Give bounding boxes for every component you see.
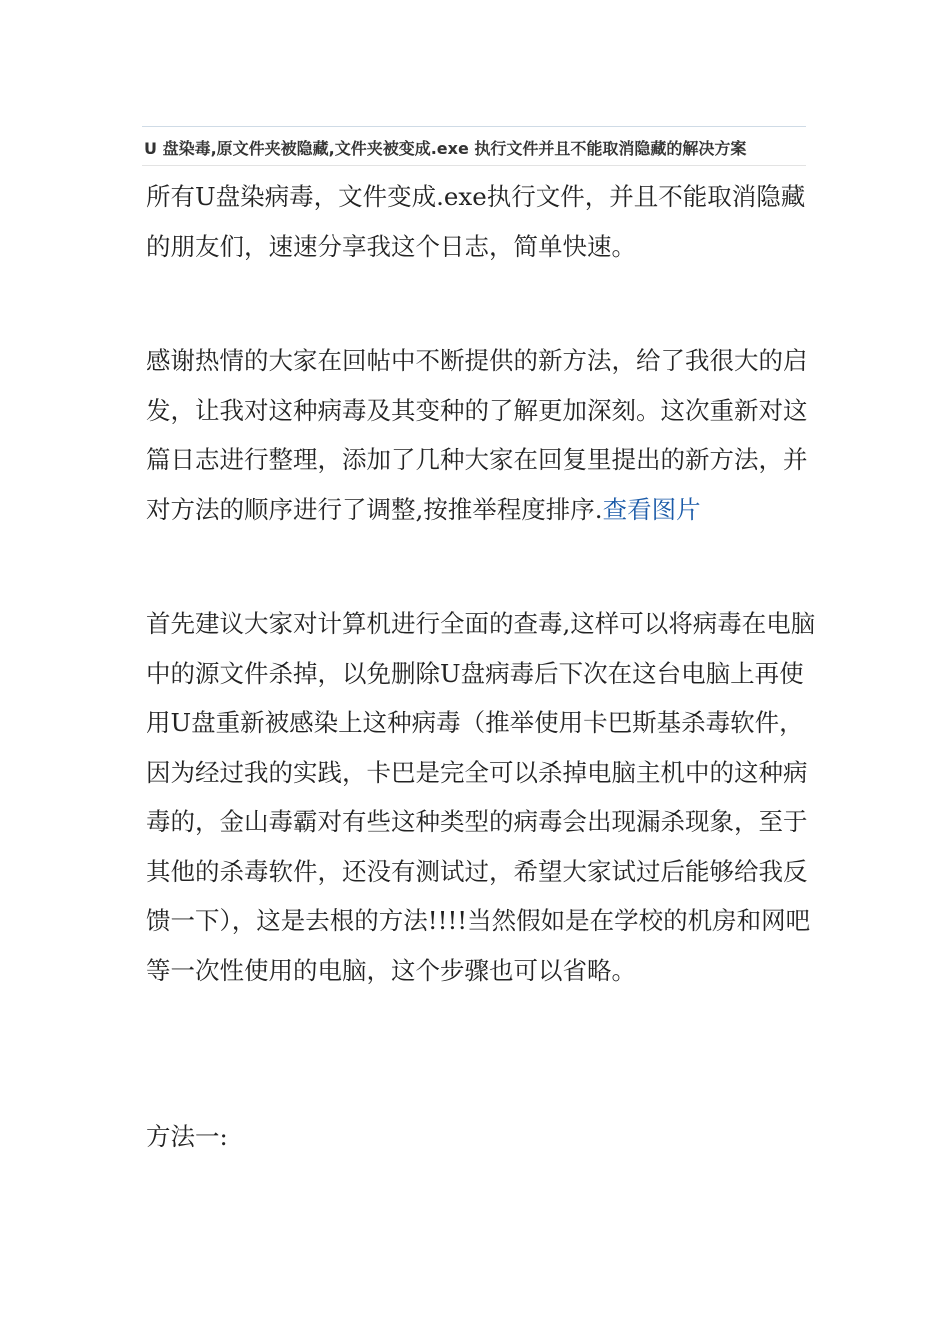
intro-paragraph: 所有U盘染病毒，文件变成.exe执行文件，并且不能取消隐藏的朋友们，速速分享我这个日志，简单快速。 xyxy=(146,182,806,261)
method-one-heading: 方法一: xyxy=(146,1122,228,1151)
thanks-paragraph-text: 感谢热情的大家在回帖中不断提供的新方法，给了我很大的启发，让我对这种病毒及其变种的了解更加深刻。这次重新对这篇日志进行整理，添加了几种大家在回复里提出的新方法，并对方法的顺序进行了调整,按推举程度排序. xyxy=(146,346,808,524)
title-bar xyxy=(142,126,806,166)
thanks-paragraph xyxy=(146,336,822,534)
document-title: U 盘染毒,原文件夹被隐藏,文件夹被变成.exe 执行文件并且不能取消隐藏的解决方案 xyxy=(144,139,747,158)
view-image-link[interactable]: 查看图片 xyxy=(602,494,701,524)
antivirus-paragraph: 首先建议大家对计算机进行全面的查毒,这样可以将病毒在电脑中的源文件杀掉，以免删除U盘病毒后下次在这台电脑上再使用U盘重新被感染上这种病毒（推举使用卡巴斯基杀毒软件，因为经过我的实践，卡巴是完全可以杀掉电脑主机中的这种病毒的，金山毒霸对有些这种类型的病毒会出现漏杀现象，至于其他的杀毒软件，还没有测试过，希望大家试过后能够给我反馈一下），这是去根的方法!!!!当然假如是在学校的机房和网吧等一次性使用的电脑，这个步骤也可以省略。 xyxy=(146,609,816,985)
